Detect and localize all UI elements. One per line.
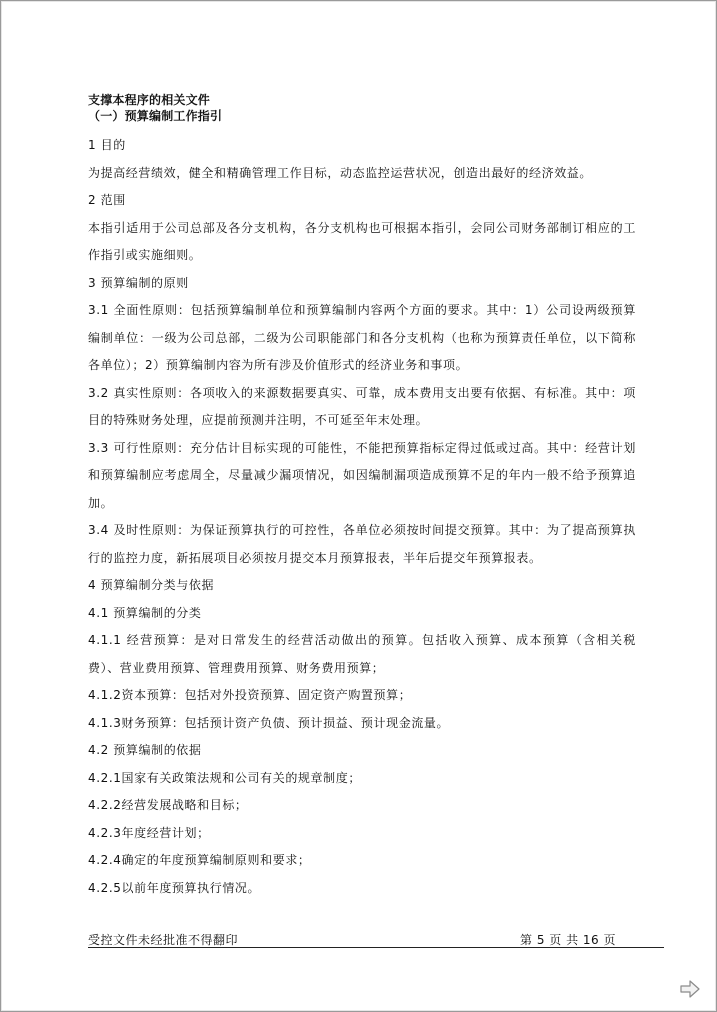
paragraph: 4.2.3年度经营计划； bbox=[88, 825, 210, 840]
paragraph: 4.1.2资本预算：包括对外投资预算、固定资产购置预算； bbox=[88, 688, 412, 702]
document-body bbox=[88, 92, 636, 902]
paragraph: 3 预算编制的原则 bbox=[88, 275, 189, 290]
paragraph: 4.2.1国家有关政策法规和公司有关的规章制度； bbox=[88, 770, 361, 785]
next-page-arrow-icon[interactable] bbox=[680, 980, 700, 998]
paragraph: 4.2.5以前年度预算执行情况。 bbox=[88, 880, 261, 895]
footer-notice: 受控文件未经批准不得翻印 bbox=[88, 933, 239, 947]
paragraph: 3.3 可行性原则：充分估计目标实现的可能性，不能把预算指标定得过低或过高。其中：经营计划和预算编制应考虑周全，尽量减少漏项情况，如因编制漏项造成预算不足的年内一般不给予预算追加。 bbox=[88, 440, 636, 510]
page-footer bbox=[88, 932, 664, 948]
paragraph: 2 范围 bbox=[88, 193, 126, 207]
paragraph: 4.1 预算编制的分类 bbox=[88, 605, 202, 620]
paragraph: 3.1 全面性原则：包括预算编制单位和预算编制内容两个方面的要求。其中：1）公司设两级预算编制单位：一级为公司总部，二级为公司职能部门和各分支机构（也称为预算责任单位，以下简称各单位）；2）预算编制内容为所有涉及价值形式的经济业务和事项。 bbox=[88, 303, 636, 372]
paragraph: 3.4 及时性原则：为保证预算执行的可控性，各单位必须按时间提交预算。其中：为了提高预算执行的监控力度，新拓展项目必须按月提交本月预算报表，半年后提交年预算报表。 bbox=[88, 523, 636, 565]
paragraph: 4.2.4确定的年度预算编制原则和要求； bbox=[88, 853, 311, 867]
section-title: 支撑本程序的相关文件 bbox=[88, 93, 211, 107]
paragraph: 4 预算编制分类与依据 bbox=[88, 578, 215, 592]
paragraph: 本指引适用于公司总部及各分支机构，各分支机构也可根据本指引，会同公司财务部制订相应的工作指引或实施细则。 bbox=[88, 220, 636, 262]
paragraph: 3.2 真实性原则：各项收入的来源数据要真实、可靠，成本费用支出要有依据、有标准。其中：项目的特殊财务处理，应提前预测并注明，不可延至年末处理。 bbox=[88, 385, 636, 427]
page-number: 第 5 页 共 16 页 bbox=[520, 933, 616, 947]
paragraph: 4.2.2经营发展战略和目标； bbox=[88, 798, 248, 812]
paragraph: 1 目的 bbox=[88, 138, 126, 152]
subsection-title: （一）预算编制工作指引 bbox=[88, 109, 223, 123]
paragraph: 4.1.3财务预算：包括预计资产负债、预计损益、预计现金流量。 bbox=[88, 715, 450, 730]
paragraph: 为提高经营绩效，健全和精确管理工作目标，动态监控运营状况，创造出最好的经济效益。 bbox=[88, 165, 593, 180]
paragraph: 4.2 预算编制的依据 bbox=[88, 743, 202, 757]
paragraph: 4.1.1 经营预算：是对日常发生的经营活动做出的预算。包括收入预算、成本预算（含相关税费）、营业费用预算、管理费用预算、财务费用预算； bbox=[88, 633, 636, 675]
